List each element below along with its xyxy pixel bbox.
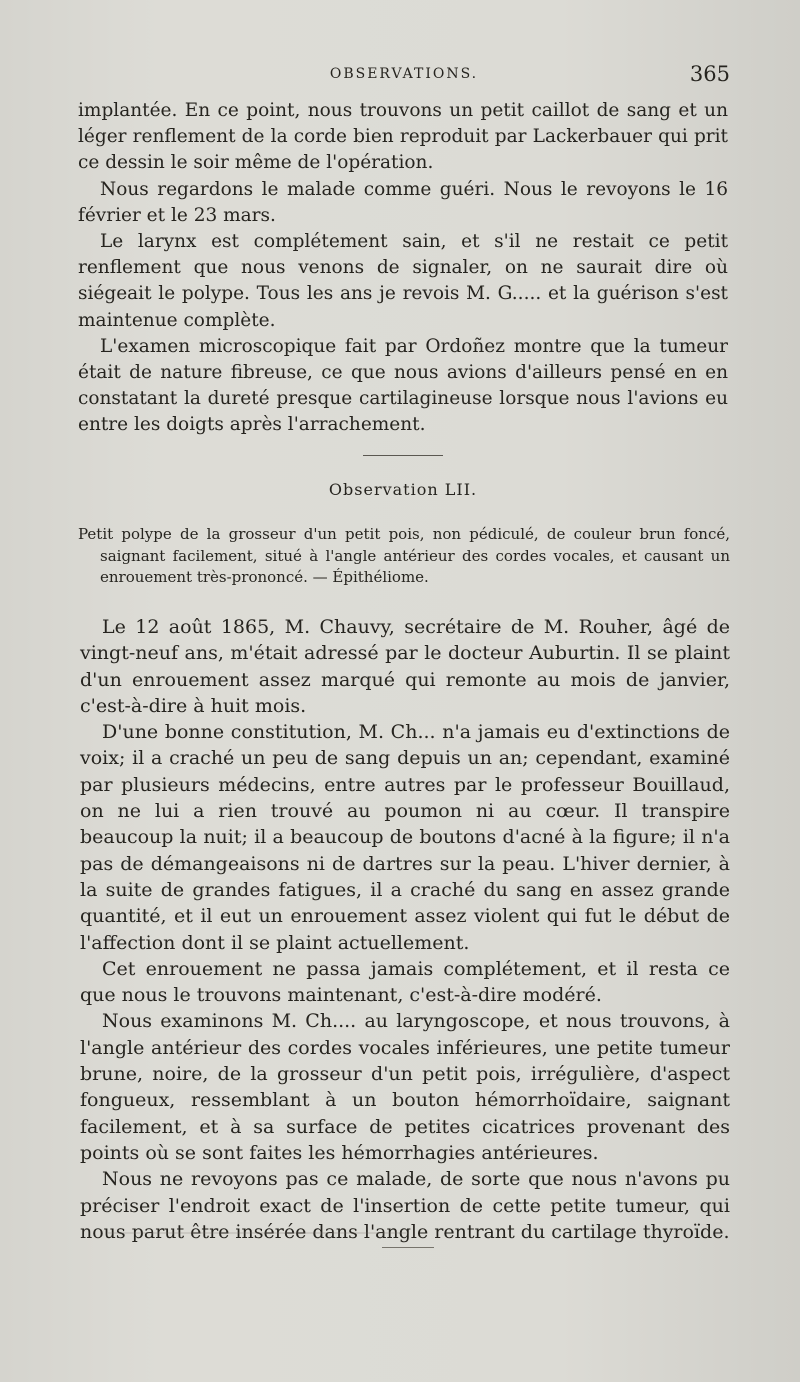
page-number: 365	[689, 62, 730, 86]
running-title: OBSERVATIONS.	[329, 66, 479, 82]
paragraph: Le larynx est complétement sain, et s'il ne restait ce petit renflement que nous venons de signaler, on ne saurait dire où siégeait le polype. Tous les ans je revois M. G..... et la guérison s'est maintenue complète.	[78, 231, 728, 331]
paragraph: Le 12 août 1865, M. Chauvy, secrétaire de M. Rouher, âgé de vingt-neuf ans, m'était adressé par le docteur Auburtin. Il se plaint d'un enrouement assez marqué qui remonte au mois de janvier, c'est-à-dire à huit mois.	[80, 616, 730, 717]
paragraph: Nous examinons M. Ch.... au laryngoscope, et nous trouvons, à l'angle antérieur des cordes vocales inférieures, une petite tumeur brune, noire, de la grosseur d'un petit pois, irrégulière, d'aspect fongueux, ressemblant à un bouton hémorrhoïdaire, saignant facilement, et à sa surface de petites cicatrices provenant des points où se sont faites les hémorrhagies antérieures.	[80, 1010, 730, 1164]
paragraph: Nous ne revoyons pas ce malade, de sorte que nous n'avons pu préciser l'endroit exact de l'insertion de cette petite tumeur, qui nous parut être insérée dans l'angle rentrant du cartilage thyroïde.	[80, 1168, 730, 1243]
section-divider	[363, 455, 443, 456]
first-section-text	[78, 98, 728, 456]
paragraph: D'une bonne constitution, M. Ch... n'a jamais eu d'extinctions de voix; il a craché un peu de sang depuis un an; cependant, examiné par plusieurs médecins, entre autres par le professeur Bouillaud, on ne lui a rien trouvé au poumon ni au cœur. Il transpire beaucoup la nuit; il a beaucoup de boutons d'acné à la figure; il n'a pas de démangeaisons ni de dartres sur la peau. L'hiver dernier, à la suite de grandes fatigues, il a craché du sang en assez grande quantité, et il eut un enrouement assez violent qui fut le début de l'affection dont il se plaint actuellement.	[80, 721, 730, 954]
observation-text	[80, 614, 730, 1245]
paragraph: implantée. En ce point, nous trouvons un petit caillot de sang et un léger renflement de la corde bien reproduit par Lackerbauer qui prit ce dessin le soir même de l'opération.	[78, 100, 728, 174]
paragraph: Cet enrouement ne passa jamais complétement, et il resta ce que nous le trouvons maintenant, c'est-à-dire modéré.	[80, 957, 730, 1007]
paragraph: L'examen microscopique fait par Ordoñez montre que la tumeur était de nature fibreuse, ce que nous avions d'ailleurs pensé en en constatant la dureté presque cartilagineuse lorsque nous l'avions eu entre les doigts après l'arrachement.	[78, 335, 728, 436]
page-header	[78, 62, 730, 90]
paragraph: Nous regardons le malade comme guéri. Nous le revoyons le 16 février et le 23 mars.	[78, 178, 728, 226]
observation-title: Observation LII.	[328, 480, 478, 499]
bleed-through-mark	[108, 1232, 408, 1234]
end-divider	[382, 1247, 434, 1248]
observation-summary: Petit polype de la grosseur d'un petit pois, non pédiculé, de couleur brun foncé, saignant facilement, situé à l'angle antérieur des cordes vocales, et causant un enrouement très-prononcé. — Épithéliome.	[78, 525, 730, 586]
